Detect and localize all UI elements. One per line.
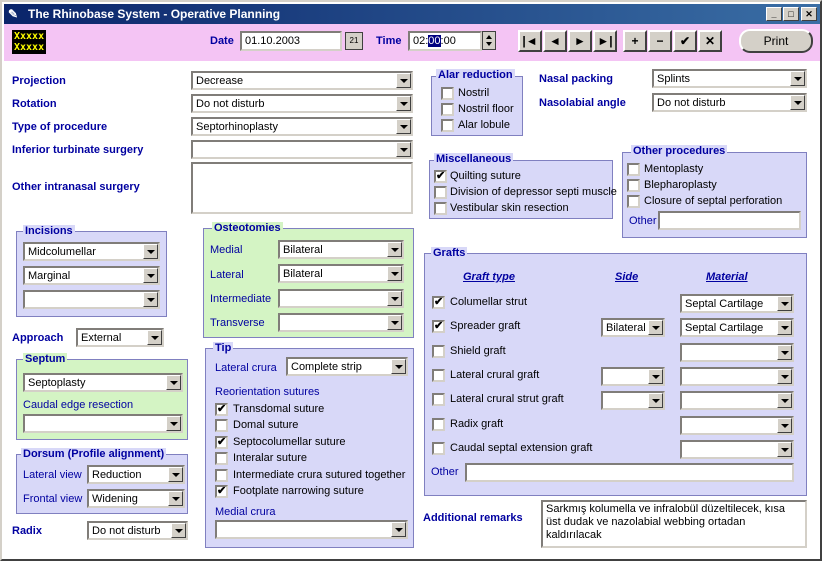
septum-title: Septum: [25, 353, 66, 365]
osteotomy-lateral-label: Lateral: [210, 269, 244, 281]
spreader-graft-side-select[interactable]: [601, 318, 665, 337]
nostril-label: Nostril: [458, 87, 490, 99]
osteotomy-intermediate-label: Intermediate: [210, 293, 272, 305]
nostril-checkbox[interactable]: [441, 87, 454, 100]
osteotomy-lateral-select[interactable]: [278, 264, 404, 283]
miscellaneous-title: Miscellaneous: [436, 153, 512, 165]
incisions-group: [16, 225, 167, 317]
chevron-down-icon: [777, 418, 792, 433]
vestibular-skin-checkbox[interactable]: [434, 202, 447, 215]
footplate-narrowing-label: Footplate narrowing suture: [233, 485, 364, 497]
nasal-packing-select[interactable]: [652, 69, 807, 88]
date-label: Date: [210, 35, 234, 47]
other-procedures-title: Other procedures: [633, 145, 726, 157]
last-record-button[interactable]: ►|: [593, 30, 617, 52]
radix-value: Do not disturb: [92, 525, 161, 537]
interalar-suture-label: Interalar suture: [233, 452, 307, 464]
footplate-narrowing-checkbox[interactable]: ✔: [217, 485, 227, 497]
columellar-strut-material-select[interactable]: [680, 294, 794, 313]
lateral-crural-graft-label: Lateral crural graft: [450, 369, 540, 381]
depressor-septi-label: Division of depressor septi muscle: [450, 186, 617, 198]
mentoplasty-label: Mentoplasty: [644, 163, 704, 175]
septal-perforation-checkbox[interactable]: [627, 195, 640, 208]
inferior-turbinate-label: Inferior turbinate surgery: [12, 144, 144, 156]
caudal-septal-extension-label: Caudal septal extension graft: [450, 442, 593, 454]
chevron-down-icon: [387, 242, 402, 257]
osteotomy-medial-label: Medial: [210, 244, 243, 256]
spreader-graft-checkbox[interactable]: ✔: [434, 320, 444, 332]
alar-lobule-checkbox[interactable]: [441, 119, 454, 132]
septocolumellar-suture-checkbox[interactable]: ✔: [217, 436, 227, 448]
lateral-crural-strut-material-select[interactable]: [680, 391, 794, 410]
shield-graft-label: Shield graft: [450, 345, 506, 357]
chevron-down-icon: [166, 375, 181, 390]
maximize-button[interactable]: □: [783, 7, 799, 21]
chevron-down-icon: [396, 73, 411, 88]
lateral-crura-label: Lateral crura: [215, 362, 277, 374]
depressor-septi-checkbox[interactable]: [434, 186, 447, 199]
chevron-down-icon: [387, 315, 402, 330]
septal-perforation-label: Closure of septal perforation: [644, 195, 783, 207]
projection-value: Decrease: [196, 75, 244, 87]
chevron-down-icon: [777, 296, 792, 311]
lateral-crural-graft-side-select[interactable]: [601, 367, 665, 386]
time-label: Time: [376, 35, 402, 47]
septum-value: Septoplasty: [28, 377, 86, 389]
spreader-graft-side-value: Bilateral: [606, 322, 646, 334]
grafts-other-input[interactable]: [465, 463, 794, 482]
septocolumellar-suture-label: Septocolumellar suture: [233, 436, 346, 448]
incision-1-select[interactable]: [23, 242, 160, 261]
medial-crura-label: Medial crura: [215, 506, 276, 518]
radix-select[interactable]: [87, 521, 188, 540]
tip-title: Tip: [215, 342, 232, 354]
next-record-button[interactable]: ►: [568, 30, 592, 52]
alar-reduction-group: [431, 69, 523, 136]
chevron-down-icon: [387, 291, 402, 306]
nasal-packing-value: Splints: [657, 73, 691, 85]
mentoplasty-checkbox[interactable]: [627, 163, 640, 176]
chevron-down-icon: [777, 442, 792, 457]
approach-value: External: [81, 332, 122, 344]
tip-group: [205, 342, 414, 548]
time-seconds: :00: [440, 35, 456, 47]
rotation-select[interactable]: [191, 94, 413, 113]
chevron-down-icon: [391, 359, 406, 374]
chevron-down-icon: [648, 369, 663, 384]
add-record-button[interactable]: +: [623, 30, 647, 52]
caudal-septal-extension-material-select[interactable]: [680, 440, 794, 459]
dorsum-frontal-select[interactable]: [87, 489, 185, 508]
chevron-down-icon: [168, 491, 183, 506]
incision-2-select[interactable]: [23, 266, 160, 285]
time-minutes-selected: 00: [428, 35, 441, 47]
radix-label: Radix: [12, 525, 42, 537]
time-input[interactable]: [408, 31, 482, 51]
chevron-down-icon: [396, 96, 411, 111]
logo-line-2: Xxxxx: [14, 42, 45, 53]
other-procedures-other-input[interactable]: [658, 211, 801, 230]
additional-remarks-label: Additional remarks: [423, 512, 523, 524]
osteotomy-intermediate-select[interactable]: [278, 289, 404, 308]
reorientation-sutures-label: Reorientation sutures: [215, 386, 320, 398]
vestibular-skin-label: Vestibular skin resection: [450, 202, 569, 214]
chevron-down-icon: [143, 244, 158, 259]
other-procedures-group: [622, 145, 807, 238]
material-header: Material: [706, 271, 748, 283]
quilting-suture-label: Quilting suture: [450, 170, 521, 182]
osteotomies-group: [203, 222, 414, 338]
chevron-down-icon: [648, 320, 663, 335]
osteotomy-transverse-label: Transverse: [210, 317, 265, 329]
chevron-down-icon: [777, 345, 792, 360]
minimize-button[interactable]: _: [766, 7, 782, 21]
dorsum-group: [16, 448, 188, 514]
additional-remarks-input[interactable]: Sarkmış kolumella ve infralobül düzeltilecek, kısa üst dudak ve nazolabial webbing ortadan kaldırılacak: [541, 500, 807, 548]
chevron-down-icon: [143, 292, 158, 307]
lateral-crural-strut-checkbox[interactable]: [432, 393, 445, 406]
time-spinner[interactable]: [482, 31, 496, 50]
procedure-type-value: Septorhinoplasty: [196, 121, 278, 133]
lateral-crura-value: Complete strip: [291, 361, 362, 373]
domal-suture-checkbox[interactable]: [215, 419, 228, 432]
septum-select[interactable]: [23, 373, 183, 392]
caudal-septal-extension-checkbox[interactable]: [432, 442, 445, 455]
procedure-type-label: Type of procedure: [12, 121, 108, 133]
print-button[interactable]: Print: [739, 29, 813, 53]
other-intranasal-input[interactable]: [191, 162, 413, 214]
cancel-record-button[interactable]: ✕: [698, 30, 722, 52]
approach-label: Approach: [12, 332, 64, 344]
projection-select[interactable]: [191, 71, 413, 90]
approach-select[interactable]: [76, 328, 164, 347]
grafts-title: Grafts: [433, 247, 466, 259]
dorsum-lateral-value: Reduction: [92, 469, 142, 481]
nostril-floor-label: Nostril floor: [458, 103, 514, 115]
spreader-graft-material-select[interactable]: [680, 318, 794, 337]
dorsum-frontal-label: Frontal view: [23, 493, 83, 505]
radix-graft-label: Radix graft: [450, 418, 504, 430]
rhinobase-logo: [12, 30, 46, 54]
app-icon: ✎: [8, 7, 19, 21]
shield-graft-material-select[interactable]: [680, 343, 794, 362]
previous-record-button[interactable]: ◄: [543, 30, 567, 52]
osteotomy-transverse-select[interactable]: [278, 313, 404, 332]
interalar-suture-checkbox[interactable]: [215, 452, 228, 465]
delete-record-button[interactable]: −: [648, 30, 672, 52]
alar-reduction-title: Alar reduction: [438, 69, 513, 81]
domal-suture-label: Domal suture: [233, 419, 299, 431]
nasolabial-angle-label: Nasolabial angle: [539, 97, 626, 109]
nostril-floor-checkbox[interactable]: [441, 103, 454, 116]
window-title: The Rhinobase System - Operative Planning: [28, 7, 281, 21]
blepharoplasty-checkbox[interactable]: [627, 179, 640, 192]
logo-line-1: Xxxxx: [14, 31, 45, 42]
chevron-down-icon: [777, 320, 792, 335]
columellar-strut-checkbox[interactable]: ✔: [434, 296, 444, 308]
time-hours: 02:: [413, 35, 429, 47]
lateral-crural-graft-checkbox[interactable]: [432, 369, 445, 382]
radix-graft-checkbox[interactable]: [432, 418, 445, 431]
chevron-down-icon: [790, 95, 805, 110]
rotation-value: Do not disturb: [196, 98, 265, 110]
post-record-button[interactable]: ✔: [673, 30, 697, 52]
incision-3-select[interactable]: [23, 290, 160, 309]
procedure-type-select[interactable]: [191, 117, 413, 136]
chevron-down-icon: [168, 467, 183, 482]
chevron-down-icon: [790, 71, 805, 86]
alar-lobule-label: Alar lobule: [458, 119, 510, 131]
dorsum-title: Dorsum (Profile alignment): [23, 448, 165, 460]
grafts-group: [424, 247, 807, 496]
close-button[interactable]: ✕: [801, 7, 817, 21]
blepharoplasty-label: Blepharoplasty: [644, 179, 717, 191]
chevron-down-icon: [777, 369, 792, 384]
title-bar: [4, 4, 820, 24]
osteotomies-title: Osteotomies: [214, 222, 281, 234]
chevron-down-icon: [648, 393, 663, 408]
transdomal-suture-label: Transdomal suture: [233, 403, 325, 415]
date-input[interactable]: 01.10.2003: [240, 31, 342, 51]
miscellaneous-group: [429, 153, 617, 219]
intermediate-crura-label: Intermediate crura sutured together: [233, 469, 406, 481]
chevron-down-icon: [391, 522, 406, 537]
spreader-graft-material-value: Septal Cartilage: [685, 322, 764, 334]
chevron-down-icon: [147, 330, 162, 345]
incision-1-value: Midcolumellar: [28, 246, 96, 258]
lateral-crural-strut-label: Lateral crural strut graft: [450, 393, 564, 405]
lateral-crural-strut-side-select[interactable]: [601, 391, 665, 410]
lateral-crura-select[interactable]: [286, 357, 408, 376]
projection-label: Projection: [12, 75, 66, 87]
caudal-edge-select[interactable]: [23, 414, 183, 433]
septum-group: [16, 353, 188, 440]
medial-crura-select[interactable]: [215, 520, 408, 539]
calendar-icon[interactable]: 21: [345, 32, 363, 50]
columellar-strut-material-value: Septal Cartilage: [685, 298, 764, 310]
caudal-edge-label: Caudal edge resection: [23, 399, 134, 411]
inferior-turbinate-select[interactable]: [191, 140, 413, 159]
lateral-crural-graft-material-select[interactable]: [680, 367, 794, 386]
quilting-suture-checkbox[interactable]: ✔: [436, 170, 446, 182]
first-record-button[interactable]: |◄: [518, 30, 542, 52]
dorsum-lateral-select[interactable]: [87, 465, 185, 484]
spreader-graft-label: Spreader graft: [450, 320, 521, 332]
chevron-down-icon: [171, 523, 186, 538]
rotation-label: Rotation: [12, 98, 57, 110]
shield-graft-checkbox[interactable]: [432, 345, 445, 358]
toolbar: [4, 24, 820, 61]
chevron-down-icon: [396, 119, 411, 134]
dorsum-frontal-value: Widening: [92, 493, 138, 505]
incision-2-value: Marginal: [28, 270, 71, 282]
chevron-down-icon: [777, 393, 792, 408]
columellar-strut-label: Columellar strut: [450, 296, 528, 308]
other-procedures-other-label: Other: [629, 215, 657, 227]
incisions-title: Incisions: [25, 225, 73, 237]
radix-graft-material-select[interactable]: [680, 416, 794, 435]
side-header: Side: [615, 271, 639, 283]
nasolabial-angle-value: Do not disturb: [657, 97, 726, 109]
osteotomy-medial-value: Bilateral: [283, 244, 323, 256]
graft-type-header: Graft type: [463, 271, 515, 283]
dorsum-lateral-label: Lateral view: [23, 469, 82, 481]
nasolabial-angle-select[interactable]: [652, 93, 807, 112]
chevron-down-icon: [166, 416, 181, 431]
chevron-down-icon: [387, 266, 402, 281]
intermediate-crura-checkbox[interactable]: [215, 469, 228, 482]
other-intranasal-label: Other intranasal surgery: [12, 181, 140, 193]
chevron-down-icon: [143, 268, 158, 283]
grafts-other-label: Other: [431, 466, 459, 478]
osteotomy-medial-select[interactable]: [278, 240, 404, 259]
osteotomy-lateral-value: Bilateral: [283, 268, 323, 280]
chevron-down-icon: [396, 142, 411, 157]
nasal-packing-label: Nasal packing: [539, 73, 613, 85]
transdomal-suture-checkbox[interactable]: ✔: [217, 403, 227, 415]
